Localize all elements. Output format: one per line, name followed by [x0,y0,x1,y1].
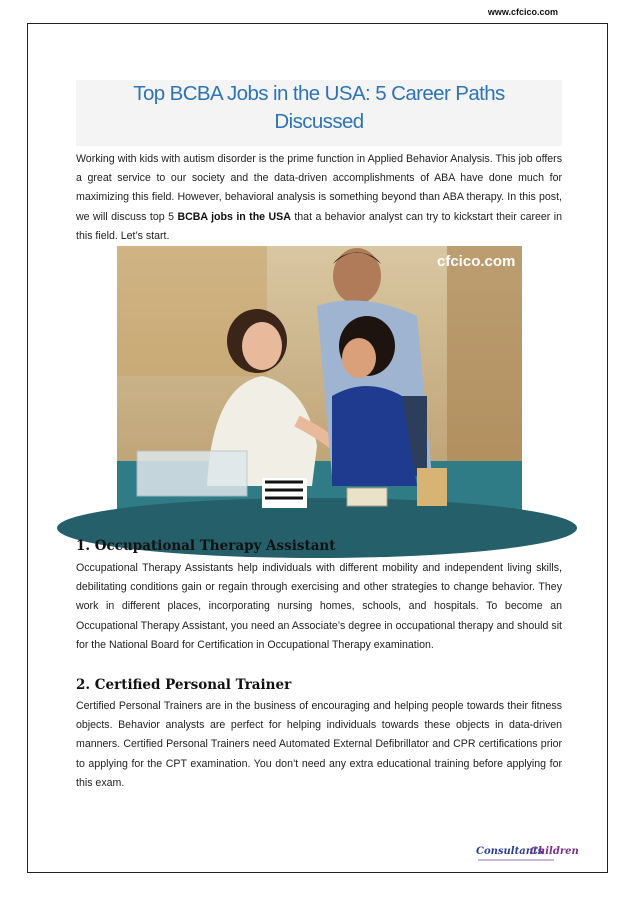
section-2-heading: 2. Certified Personal Trainer [76,677,292,693]
photo-watermark: cfcico.com [437,253,516,270]
page-title-line-1: Top BCBA Jobs in the USA: 5 Career Paths [133,82,505,105]
man-head [333,248,381,304]
intro-text-start: Working with kids with autism disorder is the prime function in Applied Behavior Analysis. This job offers a great service to our society and the data-driven accomplishments of ABA have done much for maximizing this field. However, behavioral analysis is something beyond than ABA therapy. In this post, we will discuss top 5 [76,153,562,223]
woman-face [242,322,282,370]
section-1-heading: 1. Occupational Therapy Assistant [76,538,336,554]
intro-keyword: BCBA jobs in the USA [177,210,291,223]
intro-text-end: that a behavior analyst can try to kickstart their career in this field. Let’s start. [76,210,562,242]
consultants-for-children-logo [474,838,579,866]
page-title-line-2: Discussed [274,110,364,133]
classroom-photo-illustration [117,246,522,528]
plastic-bin [137,451,247,496]
food-container [347,488,387,506]
page-title [76,80,562,146]
svg-text:Consultants: Consultants [476,846,544,857]
cup [417,468,447,506]
svg-text:Children: Children [530,846,579,857]
site-url[interactable]: www.cfcico.com [487,7,558,17]
section-1-body: Occupational Therapy Assistants help individuals with different mobility and independent living skills, debilitating conditions gain or regain through exercising and other strategies to change behavior. They work in different places, incorporating nursing homes, schools, and hospitals. To become an Occupational Therapy Assistant, you need an Associate’s degree in occupational therapy and should sit for the National Board for Certification in Occupational Therapy examination. [76,562,562,651]
intro-paragraph [76,150,562,246]
article-photo [117,246,522,528]
section-2-body: Certified Personal Trainers are in the business of encouraging and helping people towards their fitness objects. Behavior analysts are perfect for helping individuals towards these objects in data-driven manners. Certified Personal Trainers need Automated External Defibrillator and CPR certifications prior to applying for the CPT examination. You don’t need any extra educational training before applying for this exam. [76,700,562,789]
child-face [342,338,376,378]
